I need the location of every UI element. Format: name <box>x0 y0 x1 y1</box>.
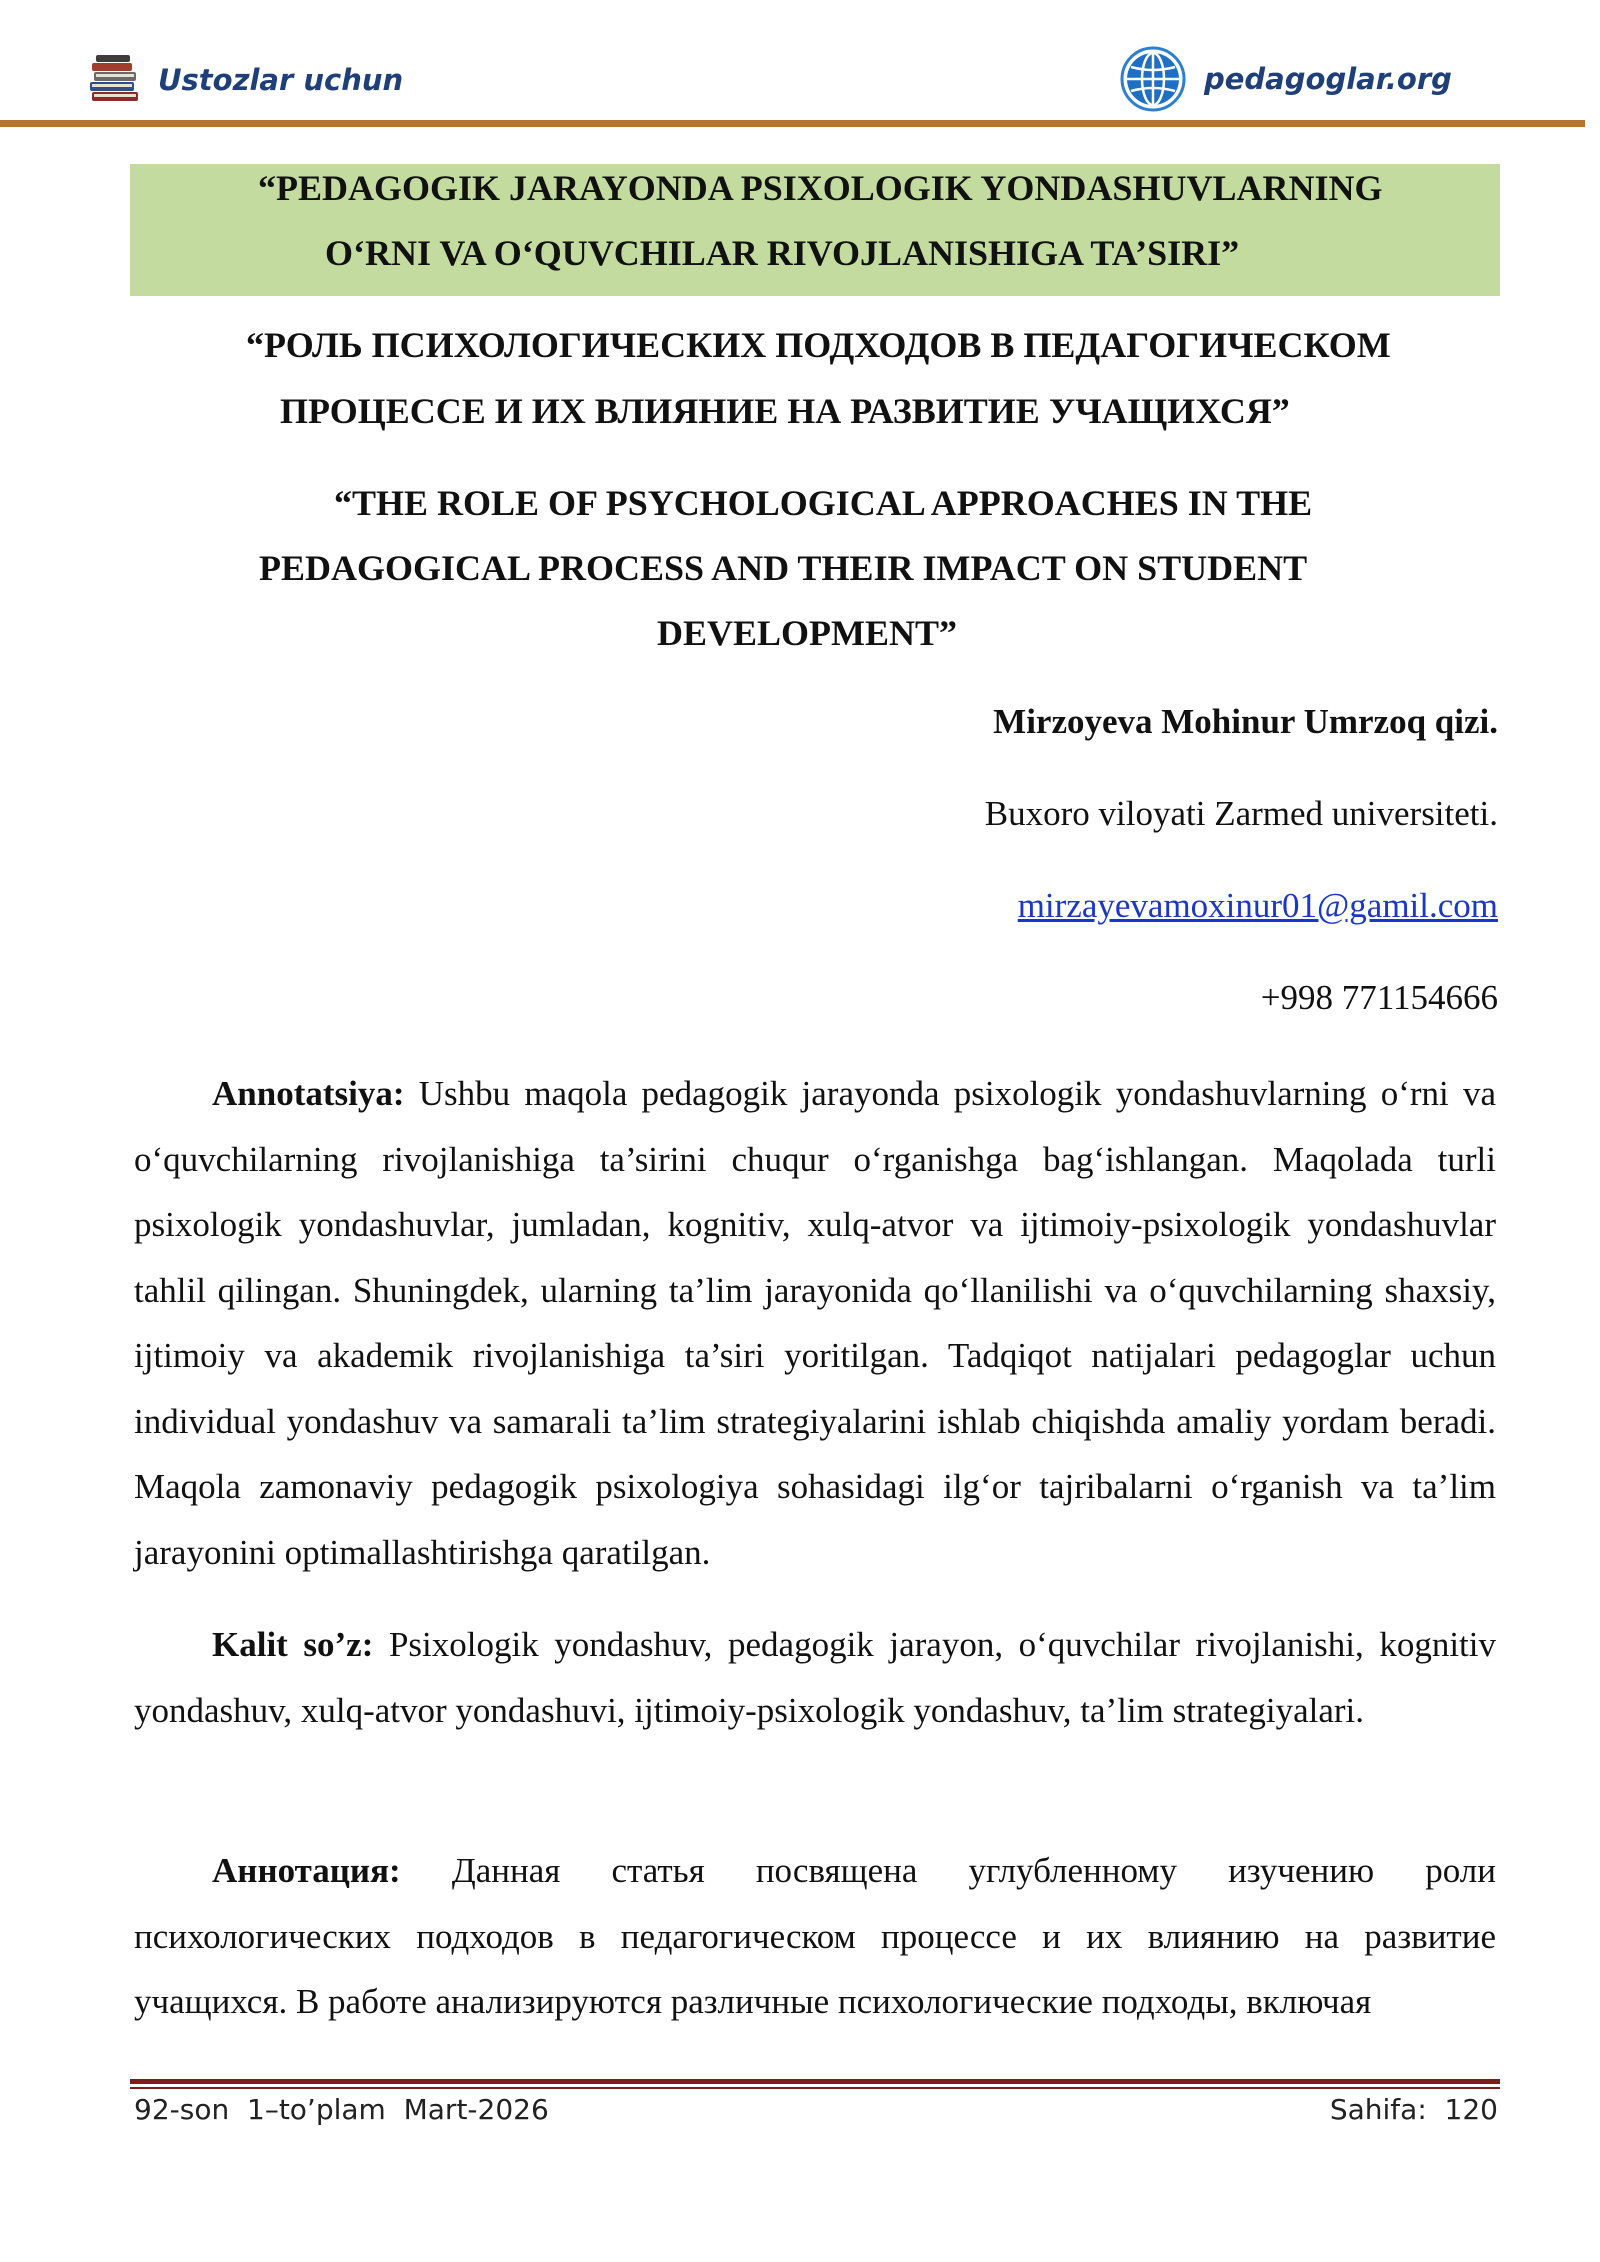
annotation-ru-text: Данная статья посвящена углубленному изучению роли психологических подходов в педагогическом процессе и их влиянию на развитие учащихся. В работе анализируются различные психологические подходы, включая <box>134 1851 1496 2021</box>
author-phone: +998 771154666 <box>1260 978 1498 1017</box>
keywords-uz-text: Psixologik yondashuv, pedagogik jarayon, o‘quvchilar rivojlanishi, kognitiv yondashuv, xulq-atvor yondashuvi, ijtimoiy-psixologik yondashuv, ta’lim strategiyalari. <box>134 1625 1496 1730</box>
author-affiliation: Buxoro viloyati Zarmed universiteti. <box>984 794 1498 833</box>
title-ru-line2: ПРОЦЕССЕ И ИХ ВЛИЯНИЕ НА РАЗВИТИЕ УЧАЩИХСЯ” <box>280 391 1290 431</box>
author-email-link[interactable]: mirzayevamoxinur01@gamil.com <box>1017 886 1498 925</box>
annotation-uz-label: Annotatsiya: <box>212 1074 405 1113</box>
title-uz-line1: “PEDAGOGIK JARAYONDA PSIXOLOGIK YONDASHUVLARNING <box>258 168 1383 208</box>
footer-divider-thick <box>130 2079 1500 2084</box>
footer-issue: 92-son 1–to’plam Mart-2026 <box>134 2093 549 2126</box>
annotation-uz <box>134 1061 1496 1585</box>
header-divider <box>0 120 1585 127</box>
globe-icon <box>1120 46 1186 112</box>
header-site-name: Ustozlar uchun <box>158 63 404 97</box>
footer-divider-thin <box>130 2087 1500 2089</box>
title-uz-line2: O‘RNI VA O‘QUVCHILAR RIVOJLANISHIGA TA’SIRI” <box>325 233 1240 273</box>
title-en-line1: “THE ROLE OF PSYCHOLOGICAL APPROACHES IN THE <box>334 483 1313 523</box>
annotation-uz-text: Ushbu maqola pedagogik jarayonda psixologik yondashuvlarning o‘rni va o‘quvchilarning rivojlanishiga ta’sirini chuqur o‘rganishga bag‘ishlangan. Maqolada turli psixologik yondashuvlar, jumladan, kognitiv, xulq-atvor va ijtimoiy-psixologik yondashuvlar tahlil qilingan. Shuningdek, ularning ta’lim jarayonida qo‘llanilishi va o‘quvchilarning shaxsiy, ijtimoiy va akademik rivojlanishiga ta’siri yoritilgan. Tadqiqot natijalari pedagoglar uchun individual yondashuv va samarali ta’lim strategiyalarini ishlab chiqishda amaliy yordam beradi. Maqola zamonaviy pedagogik psixologiya sohasidagi ilg‘or tajribalarni o‘rganish va ta’lim jarayonini optimallashtirishga qaratilgan. <box>134 1074 1496 1572</box>
books-icon <box>86 52 144 108</box>
footer-page-number: Sahifa: 120 <box>1329 2093 1498 2126</box>
keywords-uz <box>134 1612 1496 1743</box>
annotation-ru-label: Аннотация: <box>212 1851 401 1890</box>
header-right <box>1120 44 1452 114</box>
header-left <box>86 50 403 110</box>
annotation-ru <box>134 1838 1496 2035</box>
header-site-url[interactable]: pedagoglar.org <box>1204 62 1452 96</box>
title-en-line2: PEDAGOGICAL PROCESS AND THEIR IMPACT ON STUDENT <box>259 548 1308 588</box>
page-header <box>0 0 1600 130</box>
keywords-uz-label: Kalit so’z: <box>212 1625 374 1664</box>
title-ru-line1: “РОЛЬ ПСИХОЛОГИЧЕСКИХ ПОДХОДОВ В ПЕДАГОГИЧЕСКОМ <box>246 325 1391 365</box>
title-en-line3: DEVELOPMENT” <box>657 613 958 653</box>
author-name: Mirzoyeva Mohinur Umrzoq qizi. <box>993 702 1498 741</box>
